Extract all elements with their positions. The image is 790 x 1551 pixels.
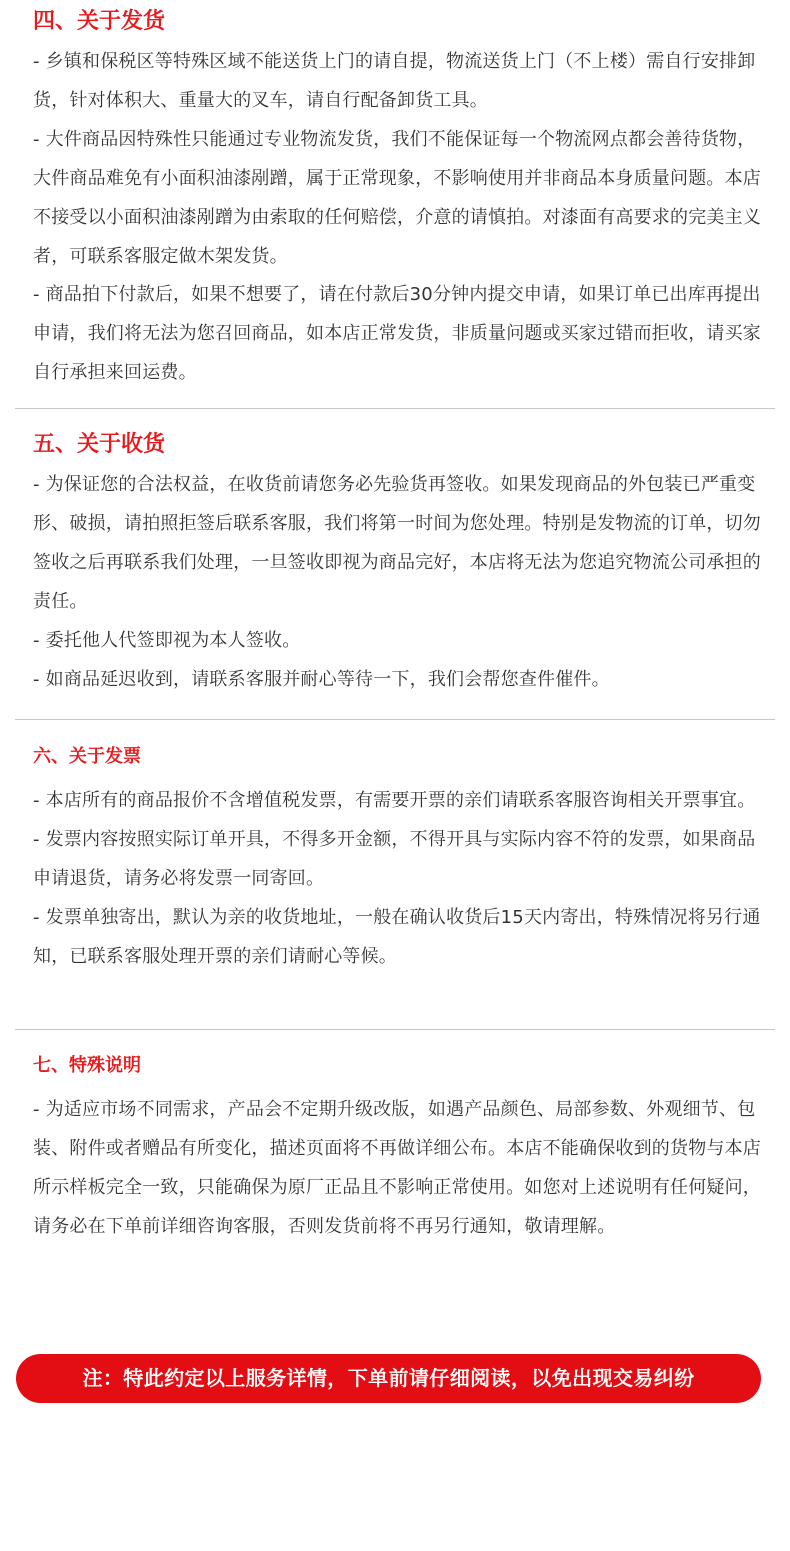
shipping-paragraph: - 商品拍下付款后，如果不想要了，请在付款后30分钟内提交申请，如果订单已出库再提出申请，我们将无法为您召回商品，如本店正常发货，非质量问题或买家过错而拒收，请买家自行承担来回运费。 [33,284,761,384]
section-divider [15,719,775,720]
section-shipping [33,7,763,393]
section-special-notes [33,1053,763,1247]
section-receiving [33,430,763,699]
invoice-paragraph: - 发票单独寄出，默认为亲的收货地址，一般在确认收货后15天内寄出，特殊情况将另行通知，已联系客服处理开票的亲们请耐心等候。 [33,906,761,967]
notice-banner: 注：特此约定以上服务详情，下单前请仔细阅读，以免出现交易纠纷 [16,1354,761,1403]
section-title-shipping: 四、关于发货 [33,9,166,34]
section-invoice [33,744,763,977]
special-notes-paragraph: - 为适应市场不同需求，产品会不定期升级改版，如遇产品颜色、局部参数、外观细节、包装、附件或者赠品有所变化，描述页面将不再做详细公布。本店不能确保收到的货物与本店所示样板完全一致，只能确保为原厂正品且不影响正常使用。如您对上述说明有任何疑问，请务必在下单前详细咨询客服，否则发货前将不再另行通知，敬请理解。 [33,1099,761,1237]
receiving-paragraph: - 为保证您的合法权益，在收货前请您务必先验货再签收。如果发现商品的外包装已严重变形、破损，请拍照拒签后联系客服，我们将第一时间为您处理。特别是发物流的订单，切勿签收之后再联系我们处理，一旦签收即视为商品完好，本店将无法为您追究物流公司承担的责任。 [33,474,761,612]
shipping-paragraph: - 乡镇和保税区等特殊区域不能送货上门的请自提，物流送货上门（不上楼）需自行安排卸货，针对体积大、重量大的叉车，请自行配备卸货工具。 [33,51,756,111]
section-divider [15,408,775,409]
receiving-paragraph: - 如商品延迟收到，请联系客服并耐心等待一下，我们会帮您查件催件。 [33,668,610,690]
section-divider [15,1029,775,1030]
invoice-paragraph: - 本店所有的商品报价不含增值税发票，有需要开票的亲们请联系客服咨询相关开票事宜。 [33,790,756,811]
invoice-paragraph: - 发票内容按照实际订单开具，不得多开金额，不得开具与实际内容不符的发票，如果商品申请退货，请务必将发票一同寄回。 [33,828,756,889]
section-title-invoice: 六、关于发票 [33,746,141,767]
section-title-receiving: 五、关于收货 [33,432,166,457]
section-title-special-notes: 七、特殊说明 [33,1055,141,1076]
receiving-paragraph: - 委托他人代签即视为本人签收。 [33,629,301,651]
shipping-paragraph: - 大件商品因特殊性只能通过专业物流发货，我们不能保证每一个物流网点都会善待货物，大件商品难免有小面积油漆剐蹭，属于正常现象，不影响使用并非商品本身质量问题。本店不接受以小面积油漆剐蹭为由索取的任何赔偿，介意的请慎拍。对漆面有高要求的完美主义者，可联系客服定做木架发货。 [33,128,761,267]
